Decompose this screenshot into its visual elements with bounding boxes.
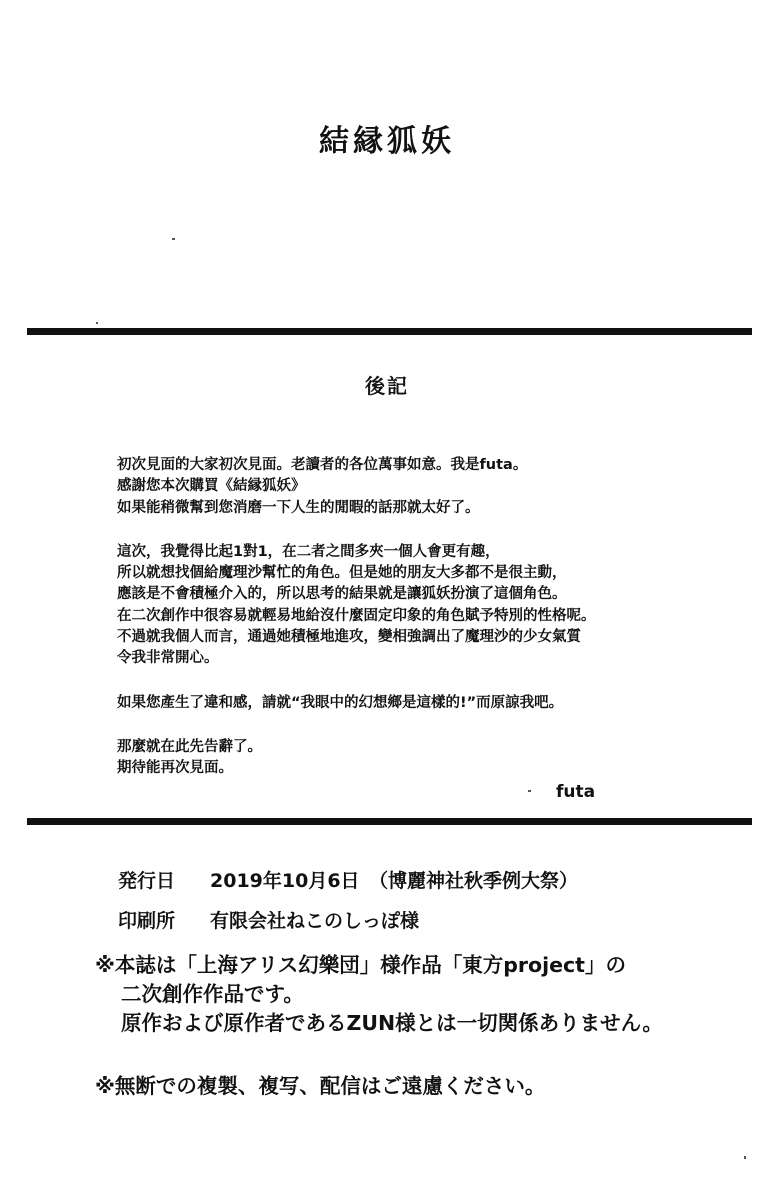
page-title: 結縁狐妖 <box>319 124 455 159</box>
publication-date-label: 発行日 <box>118 870 176 892</box>
speck <box>172 238 175 240</box>
printer-label: 印刷所 <box>118 910 176 932</box>
afterword-line: 初次見面的大家初次見面。老讀者的各位萬事如意。我是futa。 <box>117 457 528 473</box>
copyright-line: 原作および原作者であるZUN様とは一切関係ありません。 <box>121 1011 663 1035</box>
publication-date <box>118 866 578 893</box>
afterword-line: 不過就我個人而言，通過她積極地進攻，變相強調出了魔理沙的少女氣質 <box>117 629 581 646</box>
afterword-line: 如果您產生了違和感，請就“我眼中的幻想鄉是這樣的!”而原諒我吧。 <box>117 694 564 711</box>
afterword-line: 期待能再次見面。 <box>117 760 233 777</box>
printer <box>118 906 419 933</box>
afterword-line: 所以就想找個給魔理沙幫忙的角色。但是她的朋友大多都不是很主動， <box>117 565 567 582</box>
copyright-line: 二次創作作品です。 <box>121 982 304 1006</box>
printer-value: 有限会社ねこのしっぽ様 <box>210 910 420 932</box>
afterword-body <box>117 455 717 780</box>
bottom-divider <box>27 818 752 825</box>
reproduction-notice <box>95 1072 735 1101</box>
afterword-line: 在二次創作中很容易就輕易地給沒什麼固定印象的角色賦予特別的性格呢。 <box>117 607 596 624</box>
afterword-line: 如果能稍微幫到您消磨一下人生的閒暇的話那就太好了。 <box>117 499 480 516</box>
speck <box>528 790 531 792</box>
afterword-heading: 後記 <box>365 374 409 398</box>
reproduction-line: ※無断での複製、複写、配信はご遠慮ください。 <box>95 1074 546 1098</box>
speck <box>744 1156 746 1159</box>
copyright-line: ※本誌は「上海アリス幻樂団」様作品「東方project」の <box>95 953 626 977</box>
author-signature: futa <box>556 782 596 802</box>
afterword-line: 那麼就在此先告辭了。 <box>117 738 262 755</box>
afterword-line: 令我非常開心。 <box>117 650 219 667</box>
publication-date-value: 2019年10月6日 （博麗神社秋季例大祭） <box>210 870 579 892</box>
speck <box>96 322 98 324</box>
top-divider <box>27 328 752 335</box>
afterword-line: 感謝您本次購買《結縁狐妖》 <box>117 478 306 495</box>
afterword-line: 應該是不會積極介入的，所以思考的結果就是讓狐妖扮演了這個角色。 <box>117 586 567 603</box>
copyright-notice <box>95 951 735 1038</box>
afterword-line: 這次，我覺得比起1對1，在二者之間多夾一個人會更有趣， <box>117 543 500 560</box>
